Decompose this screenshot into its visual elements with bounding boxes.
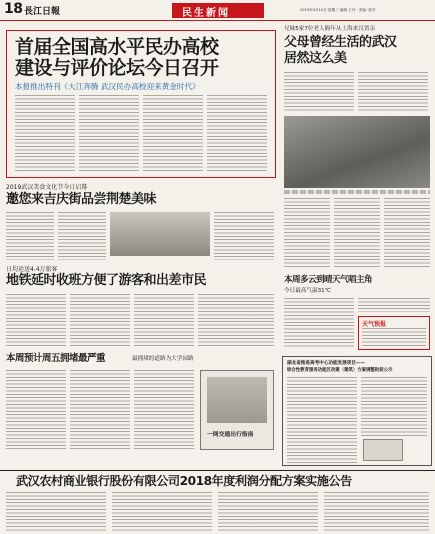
masthead <box>0 0 435 22</box>
policy-body-2 <box>361 377 427 437</box>
bank-notice-col-4 <box>324 492 429 532</box>
lead-subtitle: 本报推出特刊《大江奔腾 武汉民办高校迎来黄金时代》 <box>15 82 200 91</box>
right-top-body-2 <box>358 72 428 112</box>
food-festival-photo <box>110 212 210 256</box>
weather-box-body <box>362 328 426 348</box>
weather-body-2 <box>358 298 430 312</box>
metro-body-4 <box>198 294 274 348</box>
lead-body-col-1 <box>15 95 75 173</box>
bank-notice-col-2 <box>112 492 212 532</box>
right-top-body-1 <box>284 72 354 112</box>
food-story <box>6 184 276 262</box>
lead-headline-2: 建设与评价论坛今日召开 <box>15 57 219 79</box>
policy-map <box>363 439 403 461</box>
metro-body-1 <box>6 294 66 348</box>
page-number: 18 <box>4 1 23 17</box>
policy-notice <box>282 356 432 466</box>
bank-notice-title: 武汉农村商业银行股份有限公司2018年度利润分配方案实施公告 <box>16 474 352 488</box>
right-top-body-4 <box>334 198 380 268</box>
weather-body-1 <box>284 298 354 348</box>
transport-guide-ad <box>200 370 274 450</box>
right-top-body-3 <box>284 198 330 268</box>
metro-story <box>6 266 276 350</box>
weather-story <box>282 276 432 352</box>
right-top-story <box>282 24 432 274</box>
ad-graphic <box>207 377 267 423</box>
metro-body-3 <box>134 294 194 348</box>
food-body-2 <box>58 212 106 260</box>
traffic-headline: 本周预计周五拥堵最严重 <box>6 353 106 364</box>
section-label: 民生新闻 <box>182 8 230 19</box>
header-rule <box>0 20 435 21</box>
family-photo-caption <box>284 190 430 194</box>
weather-subtitle: 今日最高气温31℃ <box>284 288 331 294</box>
lead-body-col-4 <box>207 95 267 173</box>
metro-kicker: 日均运送4.4万旅客 <box>6 266 58 273</box>
food-body-3 <box>214 212 274 260</box>
weather-box-label: 天气预报 <box>362 321 387 328</box>
lead-body-col-3 <box>143 95 203 173</box>
food-body-1 <box>6 212 54 260</box>
traffic-body-2 <box>70 370 130 450</box>
family-photo <box>284 116 430 188</box>
metro-headline: 地铁延时收班方便了游客和出差市民 <box>6 273 207 288</box>
lead-story <box>6 30 276 178</box>
policy-line-2: 综合性教育服务功能区改建（建筑）方案调整批前公示 <box>287 368 393 373</box>
metro-body-2 <box>70 294 130 348</box>
policy-body-1 <box>287 377 357 463</box>
ad-caption: 一网交通出行指南 <box>207 432 254 438</box>
bank-notice <box>0 470 435 534</box>
traffic-body-3 <box>134 370 194 450</box>
traffic-body-1 <box>6 370 66 450</box>
section-banner <box>172 3 264 18</box>
right-top-body-5 <box>384 198 430 268</box>
bank-notice-rule <box>0 470 435 471</box>
policy-line-1: 湖北省推进高考中心功能发展项目—— <box>287 361 366 366</box>
food-kicker: 2019武汉美食文化节今日启幕 <box>6 184 88 191</box>
bank-notice-col-3 <box>218 492 318 532</box>
newspaper-logo: 長江日報 <box>24 7 61 17</box>
lead-body-col-2 <box>79 95 139 173</box>
right-top-headline-2: 居然这么美 <box>284 51 347 66</box>
food-headline: 邀您来吉庆街品尝荆楚美味 <box>6 192 157 207</box>
right-top-kicker: 兄妹5家7位老人隔年从上海来汉省亲 <box>284 26 376 32</box>
traffic-story <box>6 352 276 452</box>
weather-headline: 本周多云到晴天气唱主角 <box>284 275 373 285</box>
bank-notice-col-1 <box>6 492 106 532</box>
right-top-headline-1: 父母曾经生活的武汉 <box>284 35 397 50</box>
weather-forecast-box <box>358 316 430 350</box>
traffic-subtitle: 最拥堵的道路为大学园路 <box>132 356 194 362</box>
lead-headline-1: 首届全国高水平民办高校 <box>15 36 219 58</box>
header-info: 2019年4月10日 星期三 编辑 王丹 · 美编 ·校对 <box>300 8 376 12</box>
